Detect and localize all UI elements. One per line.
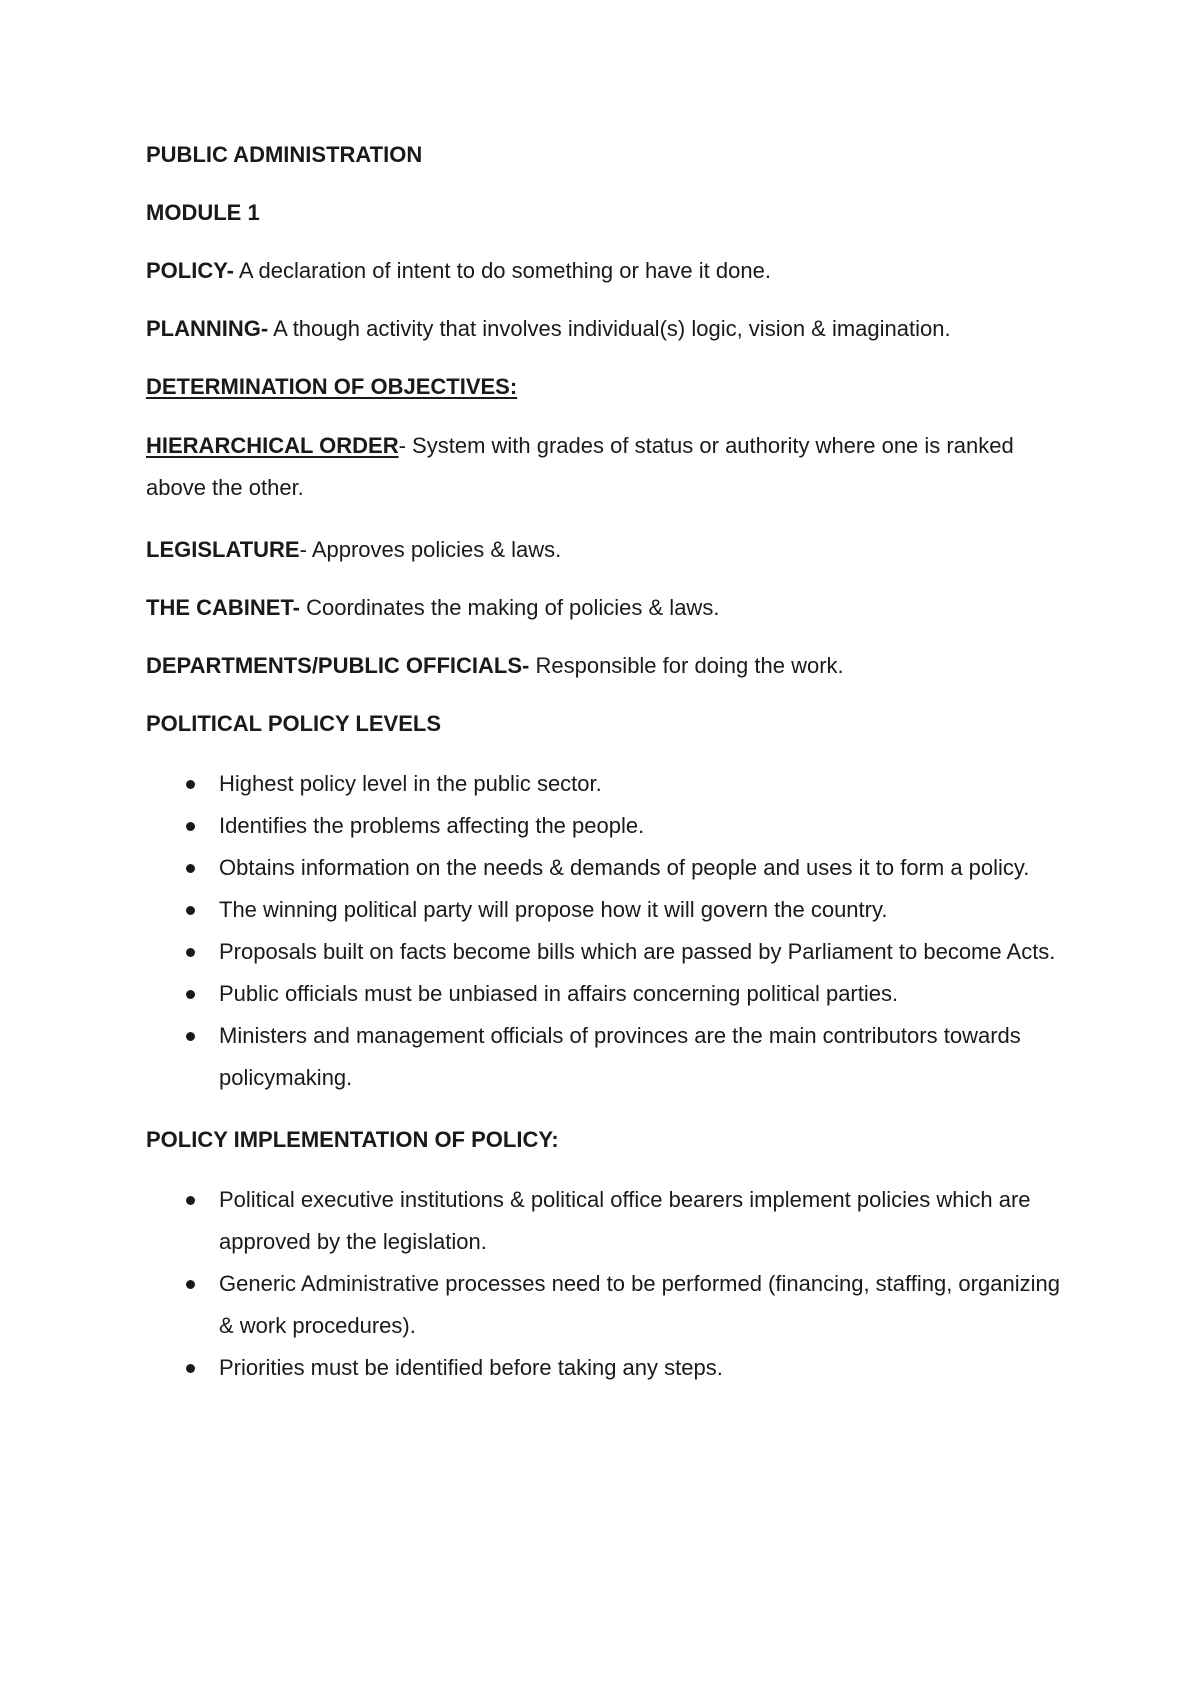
list-item (146, 805, 1070, 847)
bullet-icon (186, 990, 195, 999)
list-item (146, 931, 1070, 973)
list-item (146, 763, 1070, 805)
political-policy-levels-list (146, 763, 1070, 1099)
definition-text: Responsible for doing the work. (529, 653, 844, 678)
list-item (146, 889, 1070, 931)
bullet-icon (186, 948, 195, 957)
list-item-text: Political executive institutions & political office bearers implement policies which are approved by the legislation. (219, 1187, 1031, 1254)
definition-departments (146, 654, 1070, 678)
list-item-text: Public officials must be unbiased in affairs concerning political parties. (219, 981, 899, 1006)
document-title: PUBLIC ADMINISTRATION (146, 142, 423, 167)
definition-planning (146, 317, 1070, 341)
definition-hierarchical-order (146, 425, 1070, 509)
list-item (146, 847, 1070, 889)
definition-term: PLANNING- (146, 316, 269, 341)
definition-term: LEGISLATURE (146, 537, 300, 562)
definition-text: - Approves policies & laws. (299, 537, 562, 562)
bullet-icon (186, 1196, 195, 1205)
definition-term: HIERARCHICAL ORDER (146, 433, 399, 458)
module-heading: MODULE 1 (146, 200, 260, 225)
definition-term: THE CABINET- (146, 595, 300, 620)
list-item-text: Generic Administrative processes need to be performed (financing, staffing, organizing & work procedures). (219, 1271, 1060, 1338)
political-policy-levels-heading: POLITICAL POLICY LEVELS (146, 711, 442, 736)
list-item-text: Obtains information on the needs & demands of people and uses it to form a policy. (219, 855, 1030, 880)
definition-cabinet (146, 596, 1070, 620)
list-item-text: Proposals built on facts become bills which are passed by Parliament to become Acts. (219, 939, 1056, 964)
list-item (146, 1179, 1070, 1263)
list-item-text: Highest policy level in the public sector. (219, 771, 602, 796)
objectives-heading: DETERMINATION OF OBJECTIVES: (146, 374, 518, 399)
definition-term: POLICY- (146, 258, 235, 283)
list-item-text: Priorities must be identified before taking any steps. (219, 1355, 723, 1380)
definition-text: Coordinates the making of policies & laws. (300, 595, 720, 620)
bullet-icon (186, 1032, 195, 1041)
definition-text: A though activity that involves individual(s) logic, vision & imagination. (268, 316, 951, 341)
list-item (146, 1347, 1070, 1389)
list-item (146, 973, 1070, 1015)
bullet-icon (186, 1364, 195, 1373)
definition-policy (146, 259, 1070, 283)
list-item-text: Ministers and management officials of provinces are the main contributors towards policymaking. (219, 1023, 1021, 1090)
definition-text: A declaration of intent to do something or have it done. (234, 258, 771, 283)
bullet-icon (186, 822, 195, 831)
bullet-icon (186, 906, 195, 915)
list-item-text: The winning political party will propose how it will govern the country. (219, 897, 888, 922)
list-item (146, 1263, 1070, 1347)
list-item (146, 1015, 1070, 1099)
definition-text: - System with grades of status or authority where one is ranked above the other. (146, 433, 1014, 500)
definition-legislature (146, 538, 1070, 562)
list-item-text: Identifies the problems affecting the people. (219, 813, 645, 838)
bullet-icon (186, 780, 195, 789)
policy-implementation-heading: POLICY IMPLEMENTATION OF POLICY: (146, 1127, 559, 1152)
policy-implementation-list (146, 1179, 1070, 1389)
bullet-icon (186, 864, 195, 873)
bullet-icon (186, 1280, 195, 1289)
definition-term: DEPARTMENTS/PUBLIC OFFICIALS- (146, 653, 530, 678)
